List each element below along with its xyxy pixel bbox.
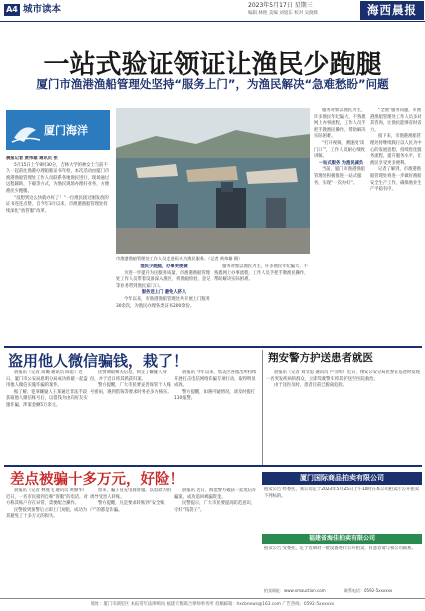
lead-paragraph: “全渔”服务问题，市渔港渔船管理处工作人员多对其咨询，让渔民能够省时省力。 [370, 108, 422, 133]
lead-photo [116, 108, 310, 254]
fraud-headline: 盗用他人微信骗钱，栽了！ [8, 352, 189, 370]
guard-body [266, 370, 422, 466]
loss-column-1 [6, 488, 88, 596]
lead-paragraph: 当前，厦门市渔港渔船管理处积极推进一站式服务，实现“一次办好”。 [314, 167, 365, 186]
loss-paragraph: 晨报讯 近日，海沧警方破获一起电信诈骗案，成功追回被骗资金。 [174, 488, 257, 500]
newspaper-logo: 海西晨报 [360, 1, 424, 20]
section-title: 城市读本 [23, 4, 62, 15]
fraud-paragraph: 晨报讯（记者 高璐 通讯员 陈思）近日，厦门市公安局思明分局成功侦破一起盗用他人微信实施诈骗的案件。 [6, 370, 88, 389]
xiamen-ocean-logo [6, 110, 110, 150]
lead-crosshead: 渔民少跑腿，办事更便捷 [140, 264, 188, 269]
ad-website: 拍卖网址：www.xmauction.com [264, 588, 326, 593]
editor-credits: 编辑 林艳 美编 刘旭东 校对 吴晓辉 [248, 11, 319, 16]
guard-paragraph: 晨报讯（记者 刘文思 通讯员 卢雪明）近日，翔安公安分局民警在巡逻时发现一名突发疾病的群众，立即驾驶警车将其护送至医院救治。 [266, 370, 420, 382]
lead-paragraph: “打开视频，测速度‘读门口’”，工作人员耐心细致讲解。 [314, 140, 365, 160]
fraud-paragraph: 晨报讯 今年以来，集美区各派出所持续开展打击电信网络诈骗专项行动，取得明显成效。 [174, 370, 257, 389]
fraud-column-3 [174, 370, 258, 462]
lead-subhead: 厦门市渔港渔船管理处坚持“服务上门”，为渔民解决“急难愁盼”问题 [36, 77, 389, 91]
lead-column-2 [116, 264, 212, 348]
lead-paragraph: “没想到这么快就办好了！”一位渔民接过刚发放的证书连连点赞，自今年3月以来，市渔港渔船管理处持续深化“放管服”改革。 [6, 195, 109, 214]
fraud-paragraph: 据了解，犯罪嫌疑人王某通过非法手段获取他人微信账号后，以借钱为由向好友实施诈骗，涉案金额5万余元。 [6, 389, 88, 408]
lead-paragraph: 服务对象以渔民为主，许多渔民年纪偏大，不熟悉网上办事流程，工作人员手把手教渔民操作，帮助解决实际困难。 [214, 264, 309, 283]
loss-paragraph: 民警接到预警后立即上门劝阻，成功为其避免了十多万元的损失。 [6, 507, 88, 520]
lead-crosshead: 服务送上门 避免人挤人 [141, 290, 187, 296]
lead-paragraph: 服务对象以渔民为主，许多渔民年纪偏大，不熟悉网上办事流程，工作人员手把手教渔民操作，帮助解决实际困难。 [314, 108, 366, 140]
lead-column-4 [370, 108, 422, 348]
loss-paragraph: 民警提示，广大市民要提高防范意识，守好“钱袋子”。 [174, 501, 256, 513]
issue-date: 2023年5月17日 星期三 [248, 2, 313, 9]
fraud-column-1 [6, 370, 88, 462]
loss-paragraph: 晨报讯（记者 林燕飞 通讯员 黄丽华）近日，一名市民接到自称“客服”的电话，对方称其账户存在异常，需要配合操作。 [6, 488, 88, 507]
ad-phone: 联系电话：0592-5xxxxxx [344, 588, 393, 593]
section-divider [4, 465, 422, 467]
lead-paragraph: 记者了解到，市渔港渔船管理处将进一步做好渔船安全生产工作，确保渔业生产平稳有序。 [370, 167, 422, 193]
lead-crosshead: 一站式服务 为渔民减负 [318, 160, 364, 166]
page-number: A4 [4, 4, 20, 16]
fraud-column-2 [90, 370, 172, 462]
auction-ad-title-2: 福建省海佳拍卖有限公司 [262, 534, 422, 544]
lead-paragraph: 5月15日上午9时30分，吉林大学的林女士与前不久一起前往渔港办理船舶证书年检，本次活动由厦门市渔港渔船管理处工作人员联系各地渔民进行，现场通过远程辅助、下载等方式，为渔民现场办理好业务，方便渔民少跑腿。 [6, 162, 110, 194]
loss-column-2 [90, 488, 172, 596]
lead-column-3 [314, 108, 368, 348]
loss-headline: 差点被骗十多万元，好险！ [10, 472, 184, 488]
page-footer: 地址：厦门市湖里区 本报常年法律顾问 福建天衡联合律师事务所 投稿邮箱：hxcbnews@163.com 广告热线：0592-5xxxxxx [0, 598, 425, 611]
lead-paragraph: 接下来，市渔港渔船管理处将继续践行以人民为中心的发展思想，持续优化服务流程，提升服务水平，让渔民享受更多便利。 [370, 134, 422, 166]
xiamen-ocean-label: 厦门海洋 [44, 124, 88, 137]
section-divider [4, 346, 422, 348]
lead-column-2b [214, 264, 310, 348]
column-divider [262, 350, 263, 466]
lead-column-1 [6, 156, 110, 346]
auction-ad-body-1: 拍卖公告 经委托，我公司定于2023年5月25日上午10时在本公司拍卖厅公开拍卖下列标的。 [264, 487, 419, 499]
lead-paragraph: 为进一步提升为民服务质量，市渔港渔船管理处工作人员带着设备深入渔区，将渔船检验、登记等业务带到渔民家门口。 [116, 270, 211, 289]
auction-ad-body-2: 拍卖公告 受委托，定于近期对一批设备进行公开拍卖，有意者请与我公司联系。 [264, 546, 416, 551]
loss-paragraph: 原来，骗子冒充电商客服，以退款为由诱导受害人转账。 [90, 488, 172, 500]
auction-ad-title-1: 厦门国际商品拍卖有限公司 [262, 472, 422, 485]
lead-byline: 晨报记者 黄伟雄 通讯员 张 [6, 156, 58, 161]
loss-paragraph: 警方提醒，凡是要求转账到“安全账户”的都是诈骗。 [90, 501, 165, 513]
loss-column-3 [174, 488, 258, 596]
lead-paragraph: 今年以来，市渔港渔船管理处共开展上门服务30余次，为渔民办理各类证书200余份。 [116, 296, 210, 309]
lead-headline: 一站式验证领证让渔民少跑腿 [43, 50, 382, 80]
fraud-paragraph: 警方提醒，广大市民要妥善保管个人账号密码，遇到借钱等要求时务必多方核实。 [90, 383, 172, 395]
guard-headline: 翔安警方护送患者就医 [268, 352, 373, 364]
guard-paragraph: 由于送医及时，患者目前已脱离危险。 [274, 383, 348, 389]
fraud-paragraph: 民警调取相关信息，锁定了嫌疑人身份，并于近日将其抓获归案。 [90, 370, 167, 382]
fraud-paragraph: 警方提醒，如遇可疑情况，请及时拨打110报警。 [174, 389, 256, 402]
photo-caption: 市渔港渔船管理处工作人员走进码头为渔民服务。（记者 黄伟雄 摄） [116, 256, 243, 261]
